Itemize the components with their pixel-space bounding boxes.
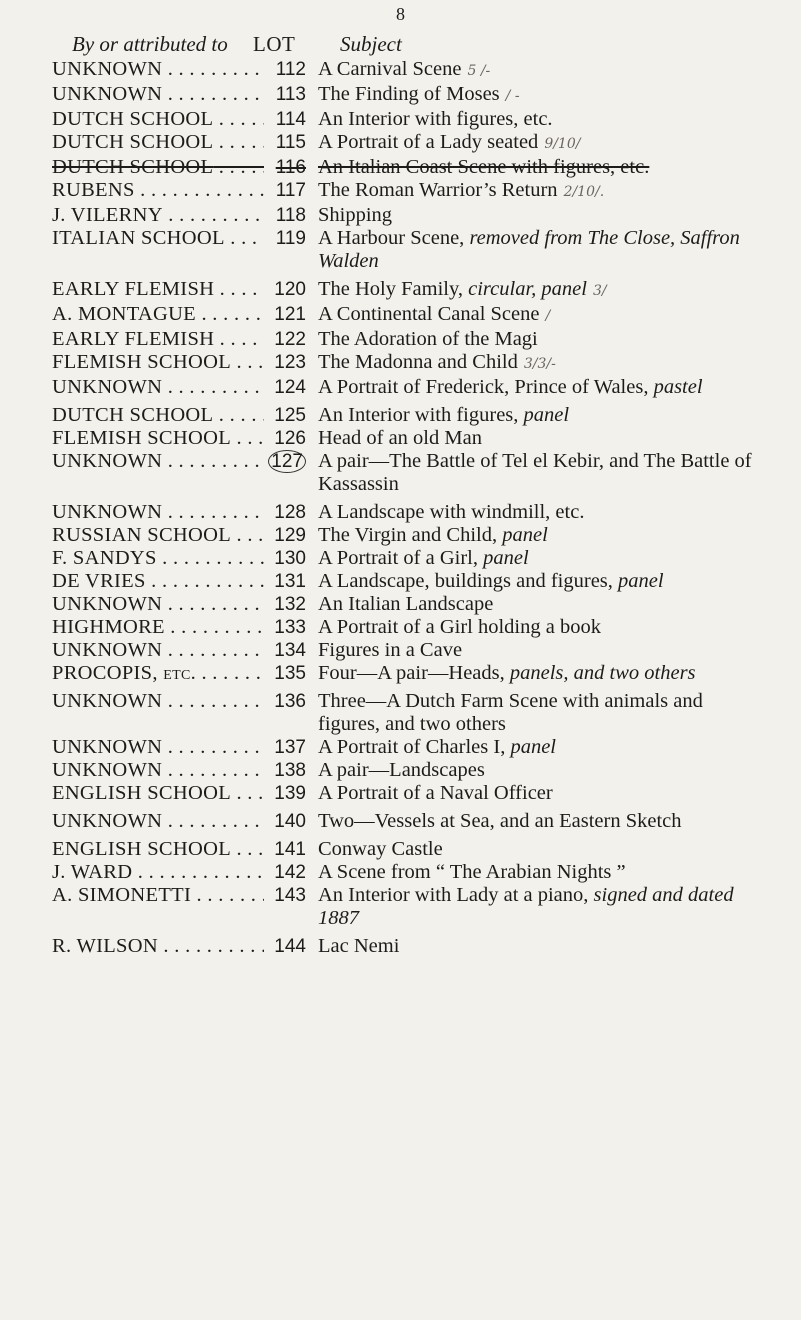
lot-number	[264, 328, 306, 351]
catalogue-row	[0, 427, 801, 450]
lot-number	[264, 501, 306, 524]
lot-number-text: 123	[274, 352, 306, 373]
artist-name: PROCOPIS, etc. . . .	[0, 662, 264, 685]
handwritten-price: 2/10/.	[563, 184, 605, 200]
catalogue-row	[0, 131, 801, 156]
subject-text: A pair—The Battle of Tel el Kebir, and The Battle of Kassassin	[318, 450, 752, 495]
lot-number	[264, 782, 306, 805]
lot-number	[264, 303, 306, 326]
lot-number	[264, 935, 306, 958]
artist-name: UNKNOWN . . .	[0, 376, 264, 399]
subject-description	[306, 616, 768, 639]
lot-number-text: 124	[274, 377, 306, 398]
artist-name: R. WILSON . . .	[0, 935, 264, 958]
lot-number	[264, 547, 306, 570]
subject-description	[306, 108, 768, 131]
handwritten-price: 5 /-	[467, 63, 491, 79]
artist-name: ITALIAN SCHOOL . . .	[0, 227, 264, 250]
artist-name: A. SIMONETTI . . .	[0, 884, 264, 907]
subject-description	[306, 179, 768, 204]
lot-number	[264, 227, 306, 250]
subject-text: A Portrait of Frederick, Prince of Wales,	[318, 376, 649, 398]
subject-description	[306, 838, 768, 861]
header-lot: LOT	[253, 32, 296, 56]
subject-note: panel	[510, 736, 556, 758]
subject-text: An Interior with Lady at a piano,	[318, 884, 589, 906]
subject-text: An Interior with figures,	[318, 404, 519, 426]
subject-description	[306, 547, 768, 570]
catalogue-row	[0, 351, 801, 376]
subject-text: A Scene from “ The Arabian Nights ”	[318, 861, 626, 883]
catalogue-row	[0, 930, 801, 958]
artist-name: UNKNOWN . . .	[0, 690, 264, 713]
artist-name: UNKNOWN . . .	[0, 83, 264, 106]
lot-number	[264, 736, 306, 759]
subject-description	[306, 935, 768, 958]
lot-number-text: 144	[274, 936, 306, 957]
subject-note: panel	[502, 524, 548, 546]
lot-number-text: 117	[275, 180, 306, 201]
artist-name: UNKNOWN . . .	[0, 736, 264, 759]
subject-description	[306, 501, 768, 524]
lot-number	[264, 179, 306, 202]
catalogue-row	[0, 108, 801, 131]
lot-number	[264, 131, 306, 154]
handwritten-price: 3/	[592, 283, 607, 299]
subject-text: A Portrait of a Girl,	[318, 547, 478, 569]
artist-name: J. WARD . . .	[0, 861, 264, 884]
lot-number-text: 129	[274, 525, 306, 546]
artist-name: EARLY FLEMISH . . .	[0, 328, 264, 351]
catalogue-row	[0, 450, 801, 496]
subject-description	[306, 351, 768, 376]
catalogue-row	[0, 328, 801, 351]
artist-name: DUTCH SCHOOL . . .	[0, 156, 264, 179]
catalogue-row	[0, 179, 801, 204]
lot-number	[264, 427, 306, 450]
artist-name: UNKNOWN . . .	[0, 58, 264, 81]
catalogue-row	[0, 273, 801, 303]
lot-number-text: 140	[274, 811, 306, 832]
artist-name: UNKNOWN . . .	[0, 501, 264, 524]
lot-number-text: 132	[274, 594, 306, 615]
lot-number	[264, 570, 306, 593]
handwritten-price: 3/3/-	[523, 356, 556, 372]
subject-note: circular, panel	[468, 278, 587, 300]
catalogue-row	[0, 782, 801, 805]
subject-description	[306, 639, 768, 662]
handwritten-price: / -	[505, 88, 520, 104]
artist-name: EARLY FLEMISH . . .	[0, 278, 264, 301]
catalogue-row	[0, 204, 801, 227]
lot-number-text: 120	[274, 279, 306, 300]
artist-name: DUTCH SCHOOL . . .	[0, 404, 264, 427]
lot-number	[264, 376, 306, 399]
subject-text: A Portrait of a Lady seated	[318, 131, 539, 153]
artist-name: UNKNOWN . . .	[0, 759, 264, 782]
subject-text: The Finding of Moses	[318, 83, 500, 105]
catalogue-row	[0, 685, 801, 736]
catalogue-list	[0, 58, 801, 958]
lot-number-text: 122	[274, 329, 306, 350]
subject-description	[306, 736, 768, 759]
subject-description	[306, 759, 768, 782]
catalogue-row	[0, 547, 801, 570]
catalogue-row	[0, 759, 801, 782]
subject-text: The Madonna and Child	[318, 351, 518, 373]
subject-text: The Virgin and Child,	[318, 524, 498, 546]
artist-name: DUTCH SCHOOL . . .	[0, 131, 264, 154]
subject-description	[306, 662, 768, 685]
lot-number-text: 142	[274, 862, 306, 883]
lot-number-text: 126	[274, 428, 306, 449]
subject-description	[306, 593, 768, 616]
catalogue-row	[0, 593, 801, 616]
handwritten-price: /	[545, 308, 551, 324]
catalogue-row	[0, 303, 801, 328]
lot-number-text: 131	[274, 571, 306, 592]
subject-text: Three—A Dutch Farm Scene with animals and figures, and two others	[318, 690, 703, 735]
subject-description	[306, 427, 768, 450]
artist-name: A. MONTAGUE . . .	[0, 303, 264, 326]
lot-number	[264, 156, 306, 179]
catalogue-row	[0, 83, 801, 108]
subject-text: Figures in a Cave	[318, 639, 463, 661]
lot-number	[264, 639, 306, 662]
lot-number	[264, 108, 306, 131]
header-subject: Subject	[340, 32, 402, 56]
subject-text: A Harbour Scene,	[318, 227, 465, 249]
lot-number-text: 130	[274, 548, 306, 569]
subject-text: The Holy Family,	[318, 278, 464, 300]
catalogue-row	[0, 496, 801, 524]
subject-note: panels, and two others	[509, 662, 696, 684]
catalogue-row	[0, 616, 801, 639]
lot-number-text: 137	[274, 737, 306, 758]
artist-name: UNKNOWN . . .	[0, 810, 264, 833]
artist-name: DE VRIES . . .	[0, 570, 264, 593]
subject-text: A pair—Landscapes	[318, 759, 485, 781]
lot-number-text: 143	[274, 885, 306, 906]
lot-number	[264, 884, 306, 907]
subject-text: A Portrait of Charles I,	[318, 736, 506, 758]
subject-description	[306, 884, 768, 930]
subject-description	[306, 156, 768, 179]
lot-number	[264, 759, 306, 782]
subject-description	[306, 782, 768, 805]
subject-description	[306, 131, 768, 156]
artist-name: UNKNOWN . . .	[0, 593, 264, 616]
catalogue-row	[0, 736, 801, 759]
lot-number-text: 133	[274, 617, 306, 638]
subject-text: Shipping	[318, 204, 393, 226]
lot-number	[264, 616, 306, 639]
artist-name: ENGLISH SCHOOL . . .	[0, 782, 264, 805]
artist-name: F. SANDYS . . .	[0, 547, 264, 570]
lot-number	[264, 838, 306, 861]
subject-text: Lac Nemi	[318, 935, 400, 957]
subject-note: pastel	[653, 376, 703, 398]
lot-number-text: 134	[274, 640, 306, 661]
lot-number-text: 119	[275, 228, 306, 249]
subject-text: Two—Vessels at Sea, and an Eastern Sketch	[318, 810, 682, 832]
subject-note: panel	[618, 570, 664, 592]
lot-number	[264, 404, 306, 427]
lot-number-text: 121	[274, 304, 306, 325]
catalogue-row	[0, 833, 801, 861]
header-by: By or attributed to	[72, 32, 228, 56]
lot-number	[264, 810, 306, 833]
lot-number	[264, 861, 306, 884]
lot-number-text: 114	[275, 109, 306, 130]
artist-name: FLEMISH SCHOOL . . .	[0, 427, 264, 450]
lot-number	[264, 593, 306, 616]
lot-number-text: 136	[274, 691, 306, 712]
artist-name: RUBENS . . .	[0, 179, 264, 202]
subject-text: A Portrait of a Naval Officer	[318, 782, 553, 804]
catalogue-row	[0, 399, 801, 427]
subject-description	[306, 450, 768, 496]
lot-number	[264, 278, 306, 301]
subject-note: removed from The Close, Saffron Walden	[318, 227, 740, 272]
subject-text: A Landscape with windmill, etc.	[318, 501, 585, 523]
artist-name: FLEMISH SCHOOL . . .	[0, 351, 264, 374]
catalogue-row	[0, 524, 801, 547]
lot-number-text: 138	[274, 760, 306, 781]
subject-description	[306, 376, 768, 399]
artist-name: RUSSIAN SCHOOL . . .	[0, 524, 264, 547]
subject-text: A Continental Canal Scene	[318, 303, 540, 325]
lot-number-text: 115	[275, 132, 306, 153]
lot-number	[264, 83, 306, 106]
lot-number-text: 139	[274, 783, 306, 804]
subject-description	[306, 83, 768, 108]
catalogue-row	[0, 805, 801, 833]
lot-number-text: 112	[275, 59, 306, 80]
lot-number-text: 141	[274, 839, 306, 860]
subject-note: panel	[523, 404, 570, 426]
subject-description	[306, 204, 768, 227]
subject-text: Four—A pair—Heads,	[318, 662, 505, 684]
subject-text: An Italian Landscape	[318, 593, 494, 615]
subject-text: Conway Castle	[318, 838, 443, 860]
subject-text: The Roman Warrior’s Return	[318, 179, 558, 201]
lot-number-text: 113	[275, 84, 306, 105]
subject-description	[306, 404, 768, 427]
subject-text: An Interior with figures, etc.	[318, 108, 553, 130]
artist-name: J. VILERNY . . .	[0, 204, 264, 227]
subject-text: An Italian Coast Scene with figures, etc.	[318, 156, 650, 178]
subject-description	[306, 58, 768, 83]
subject-text: The Adoration of the Magi	[318, 328, 538, 350]
catalogue-row	[0, 662, 801, 685]
subject-text: A Portrait of a Girl holding a book	[318, 616, 601, 638]
lot-number-text: 118	[275, 205, 306, 226]
subject-description	[306, 690, 768, 736]
lot-number-text: 125	[274, 405, 306, 426]
lot-number	[264, 204, 306, 227]
subject-note: signed and dated 1887	[318, 884, 734, 929]
catalogue-row	[0, 376, 801, 399]
subject-text: A Carnival Scene	[318, 58, 462, 80]
subject-note: panel	[483, 547, 529, 569]
subject-description	[306, 303, 768, 328]
artist-name: ENGLISH SCHOOL . . .	[0, 838, 264, 861]
lot-number	[264, 662, 306, 685]
page-number: 8	[396, 4, 405, 24]
lot-number	[264, 450, 306, 473]
lot-number	[264, 524, 306, 547]
catalogue-row	[0, 156, 801, 179]
subject-description	[306, 861, 768, 884]
subject-description	[306, 570, 768, 593]
catalogue-row	[0, 570, 801, 593]
catalogue-row	[0, 58, 801, 83]
lot-number-text: 135	[274, 663, 306, 684]
handwritten-price: 9/10/	[544, 136, 581, 152]
lot-number-text: 128	[274, 502, 306, 523]
catalogue-row	[0, 861, 801, 884]
lot-number	[264, 690, 306, 713]
subject-description	[306, 278, 768, 303]
catalogue-row	[0, 639, 801, 662]
subject-text: A Landscape, buildings and figures,	[318, 570, 613, 592]
subject-description	[306, 810, 768, 833]
subject-text: Head of an old Man	[318, 427, 482, 449]
artist-name: HIGHMORE . . .	[0, 616, 264, 639]
artist-name: UNKNOWN . . .	[0, 639, 264, 662]
catalogue-row	[0, 227, 801, 273]
subject-description	[306, 227, 768, 273]
subject-description	[306, 328, 768, 351]
lot-number	[264, 351, 306, 374]
artist-name: UNKNOWN . . .	[0, 450, 264, 473]
catalogue-row	[0, 884, 801, 930]
lot-number	[264, 58, 306, 81]
subject-description	[306, 524, 768, 547]
lot-number-text: 116	[275, 157, 306, 178]
artist-name: DUTCH SCHOOL . . .	[0, 108, 264, 131]
lot-number-text: 127	[268, 450, 306, 473]
